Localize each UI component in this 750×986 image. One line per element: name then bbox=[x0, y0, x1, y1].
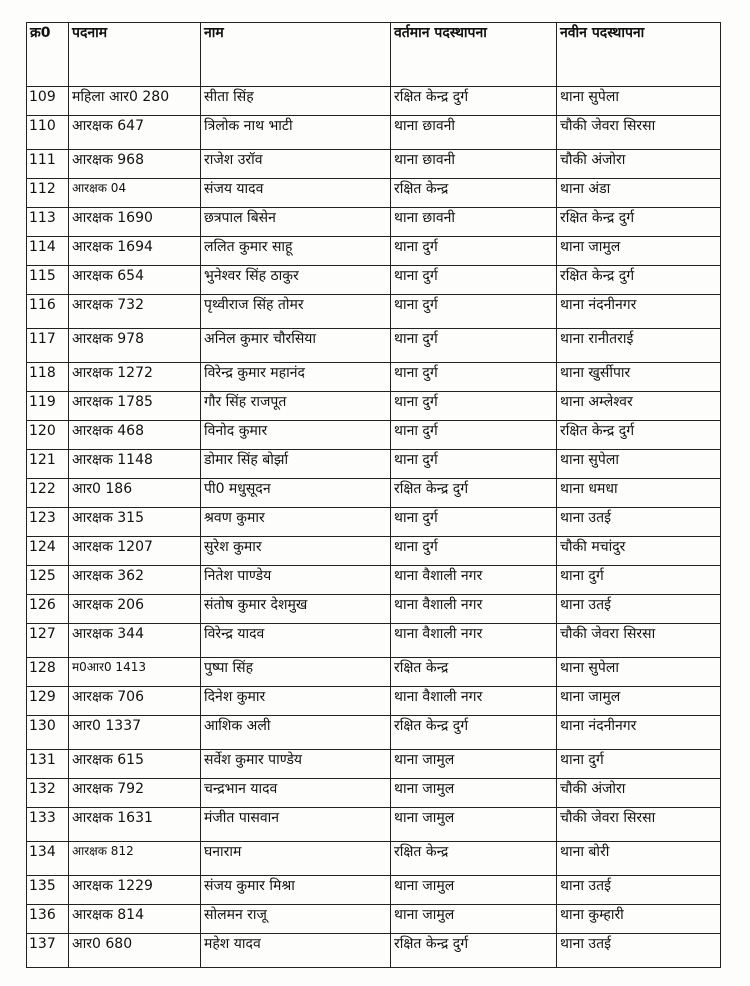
current-posting-cell: थाना दुर्ग bbox=[391, 421, 557, 450]
current-posting-cell: थाना दुर्ग bbox=[391, 363, 557, 392]
name-cell: घनाराम bbox=[201, 842, 391, 876]
rank-cell: आरक्षक 654 bbox=[69, 266, 201, 295]
table-row bbox=[27, 450, 721, 479]
new-posting-cell: चौकी जेवरा सिरसा bbox=[557, 116, 721, 150]
name-cell: पुष्पा सिंह bbox=[201, 658, 391, 687]
serial-cell: 113 bbox=[27, 208, 69, 237]
rank-cell: आरक्षक 647 bbox=[69, 116, 201, 150]
current-posting-cell: रक्षित केन्द्र दुर्ग bbox=[391, 479, 557, 508]
new-posting-cell: थाना नंदनीनगर bbox=[557, 295, 721, 329]
new-posting-cell: थाना सुपेला bbox=[557, 450, 721, 479]
new-posting-cell: चौकी मचांदुर bbox=[557, 537, 721, 566]
table-row bbox=[27, 808, 721, 842]
table-row bbox=[27, 508, 721, 537]
table-row bbox=[27, 208, 721, 237]
serial-cell: 114 bbox=[27, 237, 69, 266]
name-cell: संजय यादव bbox=[201, 179, 391, 208]
serial-cell: 115 bbox=[27, 266, 69, 295]
serial-cell: 110 bbox=[27, 116, 69, 150]
table-row bbox=[27, 266, 721, 295]
name-cell: डोमार सिंह बोर्झा bbox=[201, 450, 391, 479]
rank-cell: आरक्षक 1690 bbox=[69, 208, 201, 237]
new-posting-cell: थाना खुर्सीपार bbox=[557, 363, 721, 392]
name-cell: विरेन्द्र यादव bbox=[201, 624, 391, 658]
table-body bbox=[27, 87, 721, 968]
new-posting-cell: थाना बोरी bbox=[557, 842, 721, 876]
rank-cell: आरक्षक 978 bbox=[69, 329, 201, 363]
name-cell: विनोद कुमार bbox=[201, 421, 391, 450]
serial-cell: 123 bbox=[27, 508, 69, 537]
rank-cell: आरक्षक 1785 bbox=[69, 392, 201, 421]
current-posting-cell: थाना जामुल bbox=[391, 808, 557, 842]
table-row bbox=[27, 658, 721, 687]
new-posting-cell: चौकी जेवरा सिरसा bbox=[557, 624, 721, 658]
table-row bbox=[27, 876, 721, 905]
header-new-posting: नवीन पदस्थापना bbox=[557, 23, 721, 87]
name-cell: संजय कुमार मिश्रा bbox=[201, 876, 391, 905]
name-cell: मंजीत पासवान bbox=[201, 808, 391, 842]
rank-cell: आरक्षक 1207 bbox=[69, 537, 201, 566]
current-posting-cell: थाना दुर्ग bbox=[391, 392, 557, 421]
new-posting-cell: थाना उतई bbox=[557, 595, 721, 624]
serial-cell: 120 bbox=[27, 421, 69, 450]
serial-cell: 112 bbox=[27, 179, 69, 208]
serial-cell: 135 bbox=[27, 876, 69, 905]
new-posting-cell: थाना सुपेला bbox=[557, 87, 721, 116]
name-cell: सुरेश कुमार bbox=[201, 537, 391, 566]
rank-cell: आर0 680 bbox=[69, 934, 201, 968]
table-row bbox=[27, 750, 721, 779]
serial-cell: 124 bbox=[27, 537, 69, 566]
serial-cell: 117 bbox=[27, 329, 69, 363]
serial-cell: 132 bbox=[27, 779, 69, 808]
header-rank: पदनाम bbox=[69, 23, 201, 87]
serial-cell: 111 bbox=[27, 150, 69, 179]
new-posting-cell: थाना दुर्ग bbox=[557, 750, 721, 779]
new-posting-cell: थाना सुपेला bbox=[557, 658, 721, 687]
new-posting-cell: थाना उतई bbox=[557, 508, 721, 537]
new-posting-cell: थाना उतई bbox=[557, 876, 721, 905]
rank-cell: आरक्षक 968 bbox=[69, 150, 201, 179]
current-posting-cell: रक्षित केन्द्र bbox=[391, 658, 557, 687]
table-row bbox=[27, 150, 721, 179]
serial-cell: 129 bbox=[27, 687, 69, 716]
table-row bbox=[27, 566, 721, 595]
rank-cell: आरक्षक 792 bbox=[69, 779, 201, 808]
new-posting-cell: रक्षित केन्द्र दुर्ग bbox=[557, 266, 721, 295]
name-cell: चन्द्रभान यादव bbox=[201, 779, 391, 808]
new-posting-cell: चौकी अंजोरा bbox=[557, 779, 721, 808]
current-posting-cell: थाना छावनी bbox=[391, 208, 557, 237]
current-posting-cell: रक्षित केन्द्र दुर्ग bbox=[391, 87, 557, 116]
name-cell: भुनेश्वर सिंह ठाकुर bbox=[201, 266, 391, 295]
rank-cell: आर0 1337 bbox=[69, 716, 201, 750]
serial-cell: 119 bbox=[27, 392, 69, 421]
name-cell: श्रवण कुमार bbox=[201, 508, 391, 537]
current-posting-cell: थाना वैशाली नगर bbox=[391, 595, 557, 624]
name-cell: पी0 मधुसूदन bbox=[201, 479, 391, 508]
current-posting-cell: रक्षित केन्द्र दुर्ग bbox=[391, 716, 557, 750]
table-row bbox=[27, 537, 721, 566]
new-posting-cell: थाना अम्लेश्वर bbox=[557, 392, 721, 421]
rank-cell: आरक्षक 732 bbox=[69, 295, 201, 329]
table-row bbox=[27, 779, 721, 808]
current-posting-cell: थाना जामुल bbox=[391, 876, 557, 905]
current-posting-cell: रक्षित केन्द्र दुर्ग bbox=[391, 934, 557, 968]
name-cell: त्रिलोक नाथ भाटी bbox=[201, 116, 391, 150]
rank-cell: महिला आर0 280 bbox=[69, 87, 201, 116]
serial-cell: 127 bbox=[27, 624, 69, 658]
serial-cell: 125 bbox=[27, 566, 69, 595]
rank-cell: आरक्षक 1229 bbox=[69, 876, 201, 905]
name-cell: ललित कुमार साहू bbox=[201, 237, 391, 266]
current-posting-cell: थाना छावनी bbox=[391, 116, 557, 150]
table-row bbox=[27, 295, 721, 329]
new-posting-cell: थाना दुर्ग bbox=[557, 566, 721, 595]
rank-cell: आरक्षक 615 bbox=[69, 750, 201, 779]
table-row bbox=[27, 624, 721, 658]
table-row bbox=[27, 905, 721, 934]
rank-cell: आरक्षक 812 bbox=[69, 842, 201, 876]
serial-cell: 131 bbox=[27, 750, 69, 779]
name-cell: सीता सिंह bbox=[201, 87, 391, 116]
current-posting-cell: थाना वैशाली नगर bbox=[391, 687, 557, 716]
current-posting-cell: थाना दुर्ग bbox=[391, 295, 557, 329]
current-posting-cell: थाना दुर्ग bbox=[391, 237, 557, 266]
new-posting-cell: थाना अंडा bbox=[557, 179, 721, 208]
new-posting-cell: थाना कुम्हारी bbox=[557, 905, 721, 934]
rank-cell: म0आर0 1413 bbox=[69, 658, 201, 687]
current-posting-cell: थाना जामुल bbox=[391, 779, 557, 808]
serial-cell: 133 bbox=[27, 808, 69, 842]
table-row bbox=[27, 87, 721, 116]
rank-cell: आरक्षक 706 bbox=[69, 687, 201, 716]
new-posting-cell: थाना रानीतराई bbox=[557, 329, 721, 363]
rank-cell: आरक्षक 04 bbox=[69, 179, 201, 208]
rank-cell: आरक्षक 344 bbox=[69, 624, 201, 658]
new-posting-cell: थाना धमधा bbox=[557, 479, 721, 508]
header-current-posting: वर्तमान पदस्थापना bbox=[391, 23, 557, 87]
name-cell: सोलमन राजू bbox=[201, 905, 391, 934]
new-posting-cell: रक्षित केन्द्र दुर्ग bbox=[557, 421, 721, 450]
name-cell: महेश यादव bbox=[201, 934, 391, 968]
serial-cell: 128 bbox=[27, 658, 69, 687]
new-posting-cell: थाना जामुल bbox=[557, 237, 721, 266]
table-row bbox=[27, 116, 721, 150]
name-cell: अनिल कुमार चौरसिया bbox=[201, 329, 391, 363]
table-row bbox=[27, 237, 721, 266]
new-posting-cell: चौकी जेवरा सिरसा bbox=[557, 808, 721, 842]
name-cell: पृथ्वीराज सिंह तोमर bbox=[201, 295, 391, 329]
rank-cell: आरक्षक 814 bbox=[69, 905, 201, 934]
table-row bbox=[27, 595, 721, 624]
new-posting-cell: थाना नंदनीनगर bbox=[557, 716, 721, 750]
serial-cell: 109 bbox=[27, 87, 69, 116]
current-posting-cell: थाना जामुल bbox=[391, 905, 557, 934]
name-cell: राजेश उरॉव bbox=[201, 150, 391, 179]
current-posting-cell: थाना छावनी bbox=[391, 150, 557, 179]
table-row bbox=[27, 716, 721, 750]
rank-cell: आरक्षक 468 bbox=[69, 421, 201, 450]
current-posting-cell: थाना दुर्ग bbox=[391, 266, 557, 295]
rank-cell: आरक्षक 362 bbox=[69, 566, 201, 595]
new-posting-cell: थाना जामुल bbox=[557, 687, 721, 716]
table-row bbox=[27, 421, 721, 450]
name-cell: दिनेश कुमार bbox=[201, 687, 391, 716]
name-cell: संतोष कुमार देशमुख bbox=[201, 595, 391, 624]
transfer-table bbox=[26, 22, 721, 968]
header-name: नाम bbox=[201, 23, 391, 87]
rank-cell: आरक्षक 1631 bbox=[69, 808, 201, 842]
table-header-row bbox=[27, 23, 721, 87]
current-posting-cell: रक्षित केन्द्र bbox=[391, 179, 557, 208]
current-posting-cell: थाना जामुल bbox=[391, 750, 557, 779]
rank-cell: आरक्षक 1694 bbox=[69, 237, 201, 266]
name-cell: आशिक अली bbox=[201, 716, 391, 750]
table-row bbox=[27, 479, 721, 508]
serial-cell: 118 bbox=[27, 363, 69, 392]
rank-cell: आरक्षक 206 bbox=[69, 595, 201, 624]
table-row bbox=[27, 392, 721, 421]
serial-cell: 136 bbox=[27, 905, 69, 934]
table-row bbox=[27, 687, 721, 716]
table-row bbox=[27, 842, 721, 876]
name-cell: सर्वेश कुमार पाण्डेय bbox=[201, 750, 391, 779]
table-row bbox=[27, 179, 721, 208]
table-row bbox=[27, 329, 721, 363]
header-serial: क्र0 bbox=[27, 23, 69, 87]
current-posting-cell: रक्षित केन्द्र bbox=[391, 842, 557, 876]
new-posting-cell: चौकी अंजोरा bbox=[557, 150, 721, 179]
serial-cell: 126 bbox=[27, 595, 69, 624]
name-cell: विरेन्द्र कुमार महानंद bbox=[201, 363, 391, 392]
current-posting-cell: थाना वैशाली नगर bbox=[391, 566, 557, 595]
serial-cell: 130 bbox=[27, 716, 69, 750]
rank-cell: आरक्षक 1272 bbox=[69, 363, 201, 392]
current-posting-cell: थाना दुर्ग bbox=[391, 450, 557, 479]
current-posting-cell: थाना दुर्ग bbox=[391, 508, 557, 537]
serial-cell: 134 bbox=[27, 842, 69, 876]
name-cell: छत्रपाल बिसेन bbox=[201, 208, 391, 237]
serial-cell: 122 bbox=[27, 479, 69, 508]
table-row bbox=[27, 934, 721, 968]
current-posting-cell: थाना दुर्ग bbox=[391, 537, 557, 566]
new-posting-cell: रक्षित केन्द्र दुर्ग bbox=[557, 208, 721, 237]
rank-cell: आर0 186 bbox=[69, 479, 201, 508]
table-row bbox=[27, 363, 721, 392]
current-posting-cell: थाना दुर्ग bbox=[391, 329, 557, 363]
rank-cell: आरक्षक 1148 bbox=[69, 450, 201, 479]
name-cell: गौर सिंह राजपूत bbox=[201, 392, 391, 421]
new-posting-cell: थाना उतई bbox=[557, 934, 721, 968]
serial-cell: 137 bbox=[27, 934, 69, 968]
current-posting-cell: थाना वैशाली नगर bbox=[391, 624, 557, 658]
name-cell: नितेश पाण्डेय bbox=[201, 566, 391, 595]
serial-cell: 121 bbox=[27, 450, 69, 479]
rank-cell: आरक्षक 315 bbox=[69, 508, 201, 537]
serial-cell: 116 bbox=[27, 295, 69, 329]
